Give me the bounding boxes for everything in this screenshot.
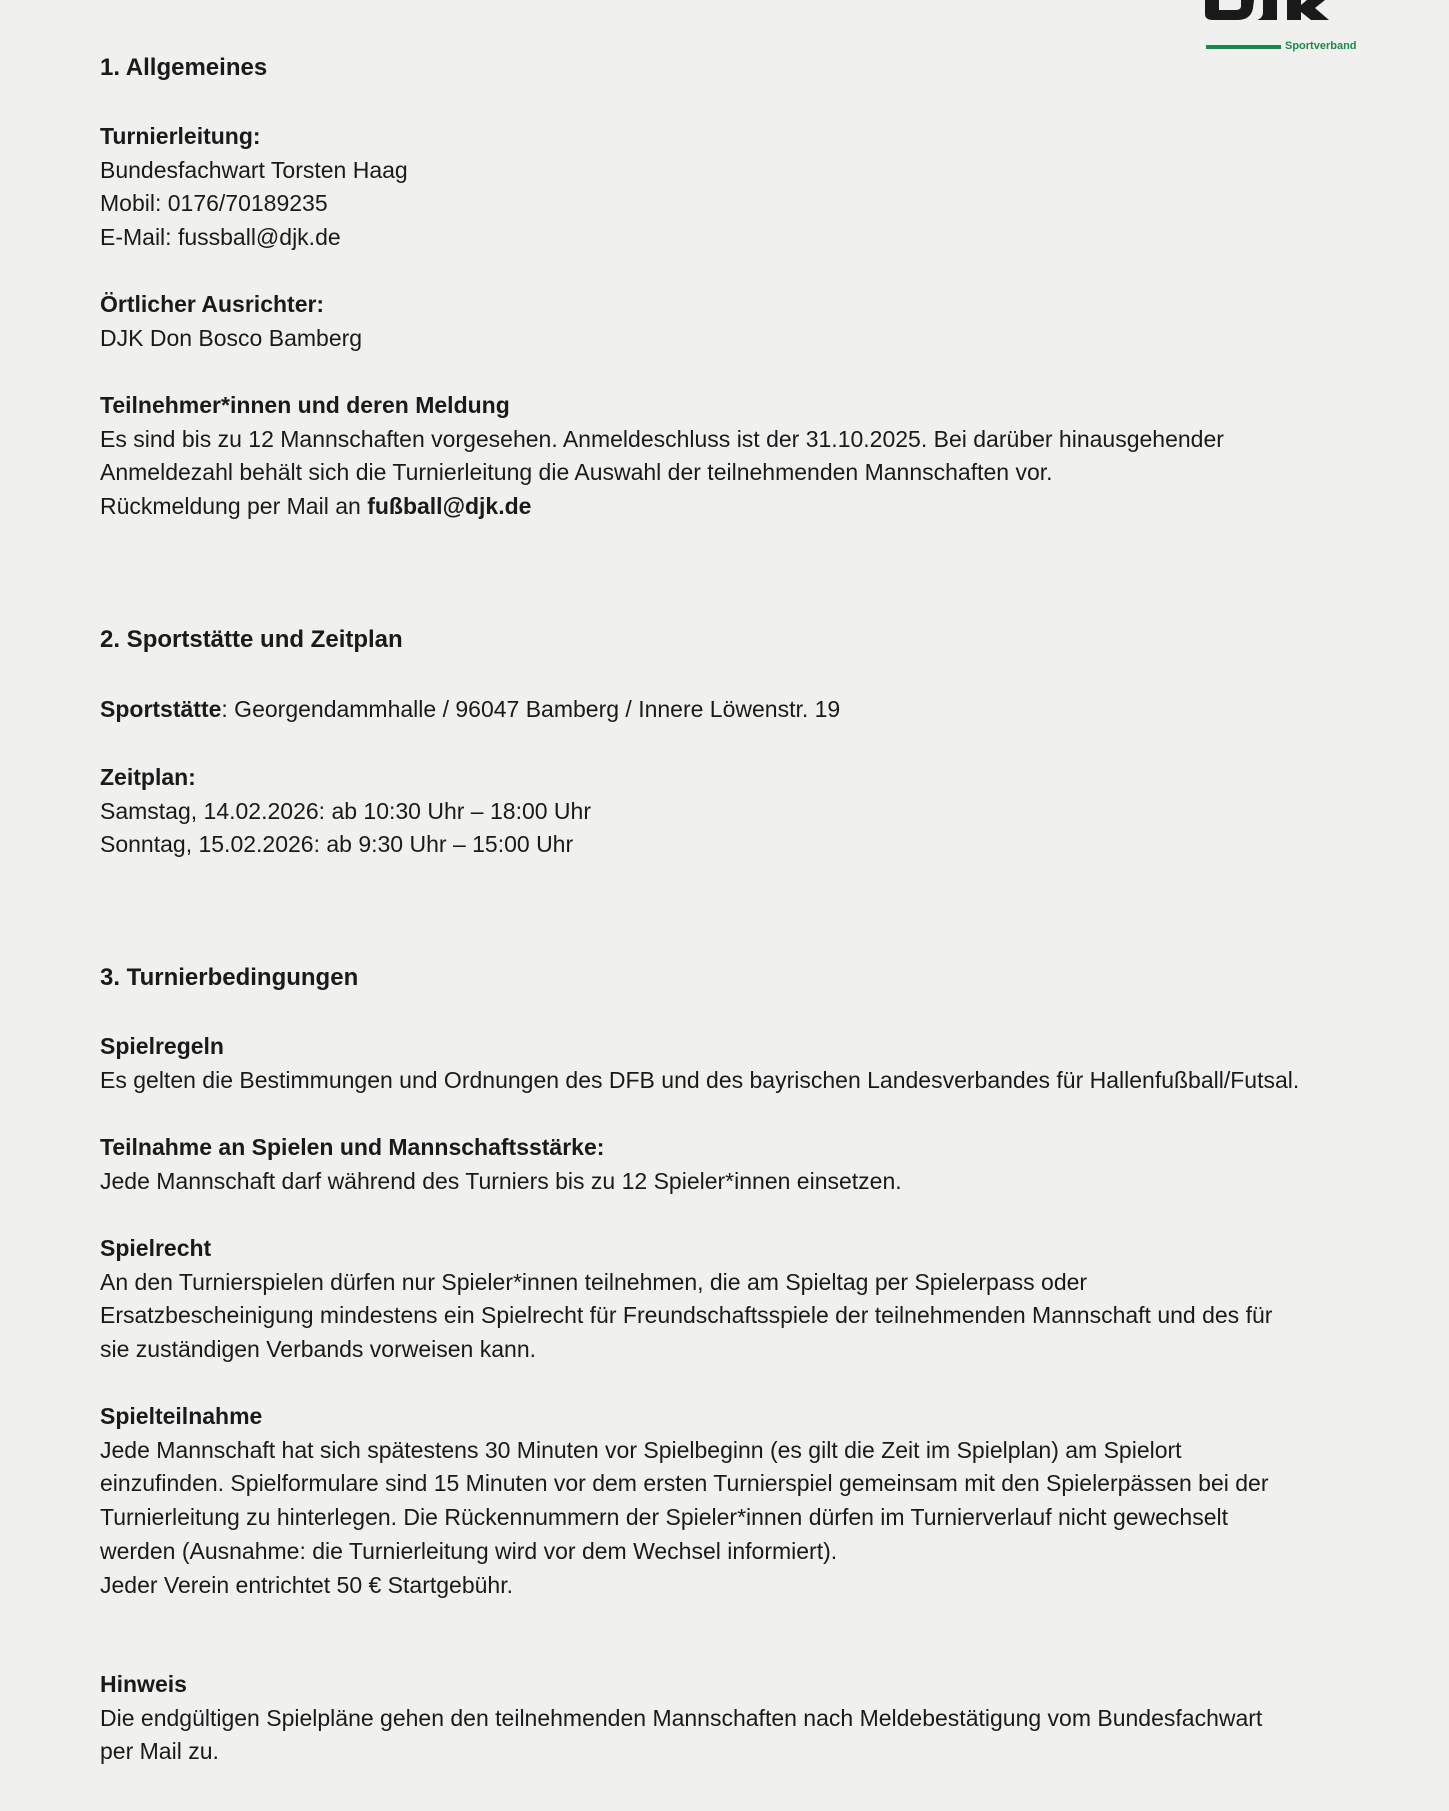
teilnehmer-line3-prefix: Rückmeldung per Mail an [100,493,368,520]
zeitplan-saturday: Samstag, 14.02.2026: ab 10:30 Uhr – 18:00 Uhr [100,797,591,824]
teilnahme-label: Teilnahme an Spielen und Mannschaftsstärke: [100,1134,605,1160]
spielrecht-line2: Ersatzbescheinigung mindestens ein Spielrecht für Freundschaftsspiele der teilnehmenden Mannschaft und des für [100,1302,1273,1329]
logo-tagline: Sportverband [1285,40,1357,52]
teilnehmer-label: Teilnehmer*innen und deren Meldung [100,392,510,418]
spielteilnahme-block [100,1400,1370,1602]
spielrecht-line3: sie zuständigen Verbands vorweisen kann. [100,1336,537,1363]
teilnehmer-line1: Es sind bis zu 12 Mannschaften vorgesehen. Anmeldeschluss ist der 31.10.2025. Bei darüber hinausgehender [100,425,1224,452]
spielregeln-label: Spielregeln [100,1033,224,1059]
hinweis-block [100,1668,1370,1769]
ausrichter-label: Örtlicher Ausrichter: [100,291,325,317]
sportstaette-block [100,693,1370,727]
ausrichter-block [100,288,1370,355]
teilnehmer-block [100,389,1370,524]
spielrecht-label: Spielrecht [100,1235,212,1261]
turnierleitung-label: Turnierleitung: [100,123,261,149]
zeitplan-block [100,761,1370,862]
turnierleitung-email: E-Mail: fussball@djk.de [100,224,341,251]
spielregeln-text: Es gelten die Bestimmungen und Ordnungen des DFB und des bayrischen Landesverbandes für Hallenfußball/Futsal. [100,1066,1300,1093]
contact-email-link[interactable]: fußball@djk.de [367,493,532,520]
spielteilnahme-label: Spielteilnahme [100,1403,263,1429]
section-title-turnierbedingungen: 3. Turnierbedingungen [100,964,359,991]
hinweis-line2: per Mail zu. [100,1738,219,1765]
sportstaette-label: Sportstätte [100,696,222,722]
sportstaette-value: : Georgendammhalle / 96047 Bamberg / Innere Löwenstr. 19 [221,696,841,722]
spielrecht-line1: An den Turnierspielen dürfen nur Spieler*innen teilnehmen, die am Spieltag per Spielerpass oder [100,1268,1088,1295]
spielregeln-block [100,1030,1370,1097]
teilnehmer-line3 [100,490,1370,524]
section-title-allgemeines: 1. Allgemeines [100,54,268,81]
zeitplan-sunday: Sonntag, 15.02.2026: ab 9:30 Uhr – 15:00 Uhr [100,831,574,858]
hinweis-line1: Die endgültigen Spielpläne gehen den teilnehmenden Mannschaften nach Meldebestätigung vom Bundesfachwart [100,1704,1263,1731]
spielteilnahme-line3: Turnierleitung zu hinterlegen. Die Rückennummern der Spieler*innen dürfen im Turnierverlauf nicht gewechselt [100,1504,1229,1531]
spielteilnahme-line4: werden (Ausnahme: die Turnierleitung wird vor dem Wechsel informiert). [100,1537,838,1564]
sportstaette-line [100,693,1370,727]
djk-logo [1201,0,1361,60]
turnierleitung-block [100,120,1370,255]
spielteilnahme-line2: einzufinden. Spielformulare sind 15 Minuten vor dem ersten Turnierspiel gemeinsam mit den Spielerpässen bei der [100,1470,1269,1497]
teilnahme-text: Jede Mannschaft darf während des Turniers bis zu 12 Spieler*innen einsetzen. [100,1167,902,1194]
logo-underline [1206,45,1281,49]
hinweis-label: Hinweis [100,1671,187,1697]
spielteilnahme-line1: Jede Mannschaft hat sich spätestens 30 Minuten vor Spielbeginn (es gilt die Zeit im Spielplan) am Spielort [100,1436,1182,1463]
spielrecht-block [100,1232,1370,1367]
turnierleitung-mobile: Mobil: 0176/70189235 [100,190,328,217]
teilnahme-block [100,1131,1370,1198]
teilnehmer-line2: Anmeldezahl behält sich die Turnierleitung die Auswahl der teilnehmenden Mannschaften vor. [100,459,1053,486]
section-title-sportstaette: 2. Sportstätte und Zeitplan [100,626,403,653]
zeitplan-label: Zeitplan: [100,764,196,790]
ausrichter-value: DJK Don Bosco Bamberg [100,324,363,351]
spielteilnahme-line5: Jeder Verein entrichtet 50 € Startgebühr. [100,1571,513,1598]
turnierleitung-name: Bundesfachwart Torsten Haag [100,156,408,183]
